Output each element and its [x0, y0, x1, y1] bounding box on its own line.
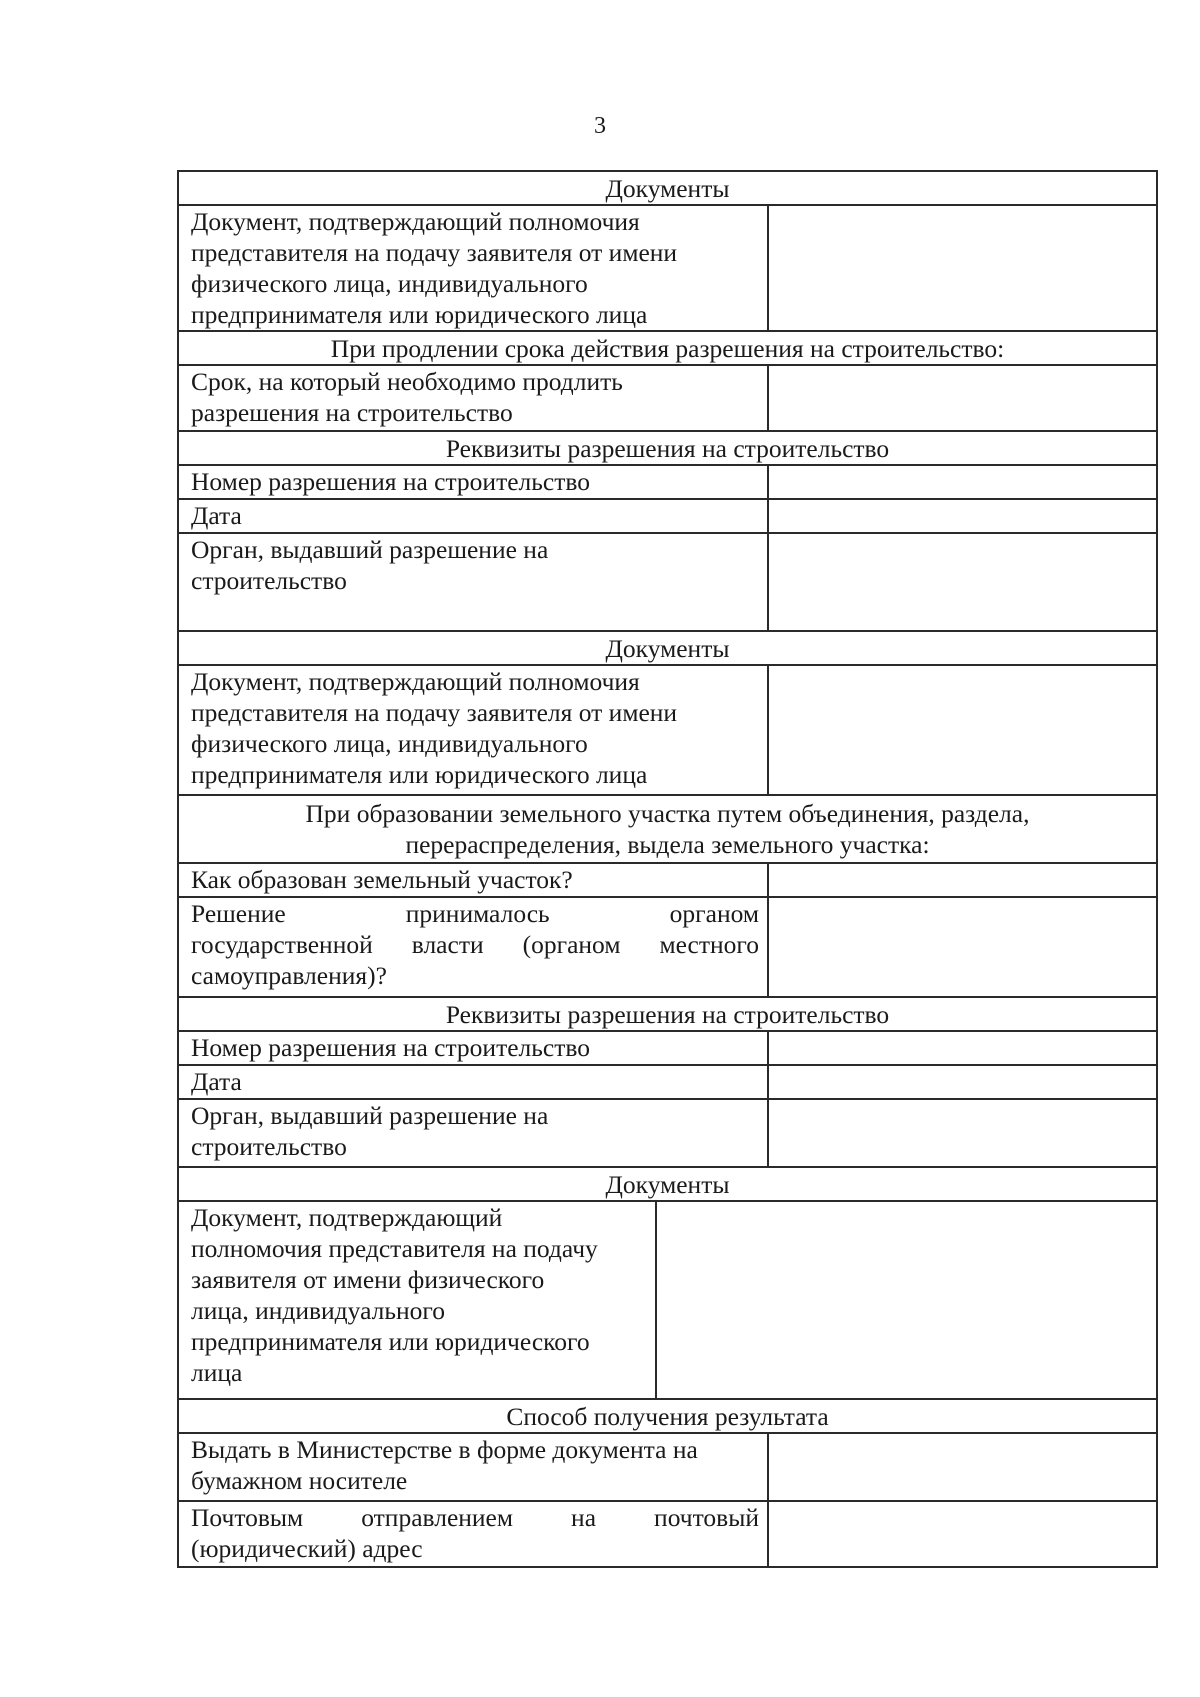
authority-document-label: Документ, подтверждающий полномочия представителя на подачу заявителя от имени физического лица, индивидуального предпринимателя или юридического лица — [178, 205, 768, 331]
authority-document-label: Документ, подтверждающий полномочия представителя на подачу заявителя от имени физического лица, индивидуального предпринимателя или юридического лица — [178, 665, 768, 795]
postal-delivery-line: (юридический) адрес — [191, 1534, 423, 1563]
section-heading: Документы — [178, 631, 1157, 665]
row-land-plot-formation-method — [178, 863, 1157, 897]
authority-decision-line: Решение принималось органом — [191, 899, 759, 928]
authority-document-value-cell[interactable] — [768, 205, 1157, 331]
permit-date-value-cell[interactable] — [768, 499, 1157, 533]
section-heading: При продлении срока действия разрешения на строительство: — [178, 331, 1157, 365]
permit-date-label: Дата — [178, 1065, 768, 1099]
row-postal-delivery — [178, 1501, 1157, 1567]
section-heading: Реквизиты разрешения на строительство — [178, 431, 1157, 465]
section-heading: Документы — [178, 1167, 1157, 1201]
authority-decision-value-cell[interactable] — [768, 897, 1157, 997]
section-documents-2 — [178, 631, 1157, 665]
permit-number-value-cell[interactable] — [768, 1031, 1157, 1065]
section-heading: Способ получения результата — [178, 1399, 1157, 1433]
issuing-authority-value-cell[interactable] — [768, 1099, 1157, 1167]
section-documents-3 — [178, 1167, 1157, 1201]
application-form-table — [177, 170, 1158, 1568]
ministry-pickup-label: Выдать в Министерстве в форме документа на бумажном носителе — [178, 1433, 768, 1501]
row-permit-number-1 — [178, 465, 1157, 499]
row-issuing-authority-1 — [178, 533, 1157, 631]
row-issuing-authority-2 — [178, 1099, 1157, 1167]
permit-date-value-cell[interactable] — [768, 1065, 1157, 1099]
extension-term-value-cell[interactable] — [768, 365, 1157, 431]
section-permit-extension — [178, 331, 1157, 365]
authority-document-value-cell[interactable] — [768, 665, 1157, 795]
permit-number-value-cell[interactable] — [768, 465, 1157, 499]
row-authority-document-3 — [178, 1201, 1157, 1399]
issuing-authority-label: Орган, выдавший разрешение на строительство — [178, 1099, 768, 1167]
page-number: 3 — [594, 113, 606, 139]
row-extension-term — [178, 365, 1157, 431]
authority-decision-label — [178, 897, 768, 997]
section-heading: Документы — [178, 171, 1157, 205]
row-permit-number-2 — [178, 1031, 1157, 1065]
row-permit-date-2 — [178, 1065, 1157, 1099]
permit-number-label: Номер разрешения на строительство — [178, 1031, 768, 1065]
section-documents-1 — [178, 171, 1157, 205]
row-ministry-pickup — [178, 1433, 1157, 1501]
section-heading: Реквизиты разрешения на строительство — [178, 997, 1157, 1031]
postal-delivery-label — [178, 1501, 768, 1567]
postal-delivery-value-cell[interactable] — [768, 1501, 1157, 1567]
authority-decision-line: государственной власти (органом местного — [191, 930, 759, 959]
permit-number-label: Номер разрешения на строительство — [178, 465, 768, 499]
section-permit-details-2 — [178, 997, 1157, 1031]
row-authority-document-2 — [178, 665, 1157, 795]
land-plot-formation-value-cell[interactable] — [768, 863, 1157, 897]
land-plot-formation-label: Как образован земельный участок? — [178, 863, 768, 897]
row-authority-decision — [178, 897, 1157, 997]
authority-decision-line: самоуправления)? — [191, 961, 387, 990]
issuing-authority-label: Орган, выдавший разрешение на строительство — [178, 533, 768, 631]
extension-term-label: Срок, на который необходимо продлить разрешения на строительство — [178, 365, 768, 431]
authority-document-label: Документ, подтверждающий полномочия представителя на подачу заявителя от имени физического лица, индивидуального предпринимателя или юридического лица — [179, 1202, 657, 1398]
row-permit-date-1 — [178, 499, 1157, 533]
section-land-plot-formation — [178, 795, 1157, 863]
authority-document-split-cell — [178, 1201, 1157, 1399]
section-result-delivery — [178, 1399, 1157, 1433]
section-permit-details-1 — [178, 431, 1157, 465]
authority-document-value-cell[interactable] — [657, 1202, 1156, 1398]
row-authority-document-1 — [178, 205, 1157, 331]
postal-delivery-line: Почтовым отправлением на почтовый — [191, 1503, 759, 1532]
section-heading: При образовании земельного участка путем объединения, раздела, перераспределения, выдела земельного участка: — [178, 795, 1157, 863]
issuing-authority-value-cell[interactable] — [768, 533, 1157, 631]
permit-date-label: Дата — [178, 499, 768, 533]
ministry-pickup-value-cell[interactable] — [768, 1433, 1157, 1501]
